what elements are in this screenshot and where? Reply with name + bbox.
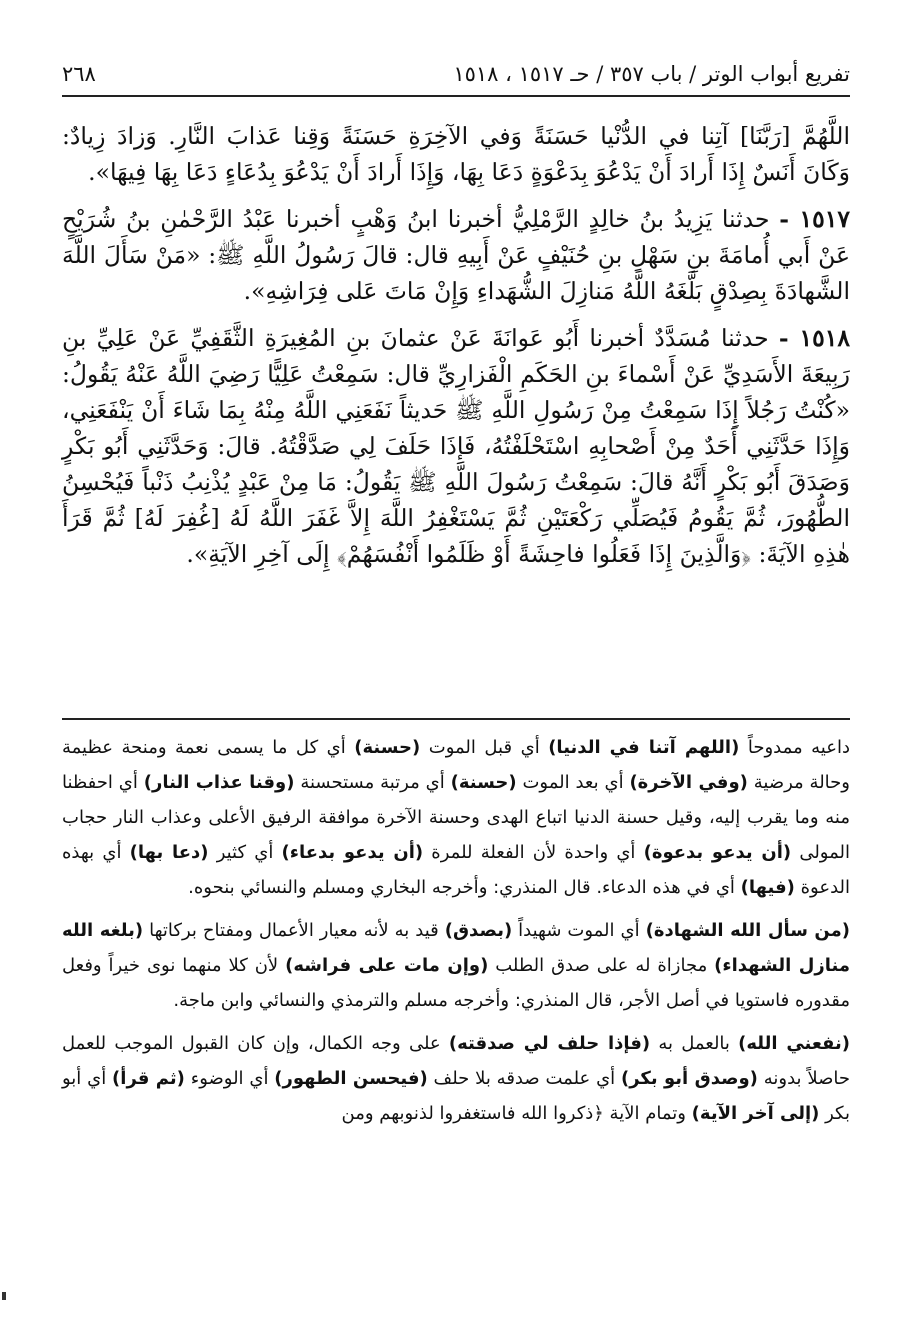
- commentary-lemma: (من سأل الله الشهادة): [645, 920, 851, 941]
- commentary-lemma: (إلى آخر الآية): [691, 1103, 820, 1124]
- page-header: [62, 58, 850, 90]
- commentary-text: أي في هذه الدعاء. قال المنذري: وأخرجه البخاري ومسلم والنسائي بنحوه.: [188, 877, 741, 898]
- header-divider: [62, 95, 850, 97]
- commentary-text: أي مرتبة مستحسنة: [294, 772, 451, 793]
- commentary-lemma: (نفعني الله): [738, 1033, 850, 1054]
- commentary-text: أي بهذه الدعوة: [62, 842, 850, 898]
- commentary-lemma: (فيها): [740, 877, 795, 898]
- commentary-lemma: (اللهم آتنا في الدنيا): [548, 737, 740, 758]
- commentary-text: أي بعد الموت: [516, 772, 630, 793]
- commentary-text: أي احفظنا منه وما يقرب إليه، وقيل حسنة الدنيا اتباع الهدى وحسنة الآخرة موافقة الرفيق الأعلى وعذاب النار حجاب المولى: [62, 772, 851, 863]
- commentary-lemma: (دعا بها): [129, 842, 209, 863]
- commentary-lemma: (وفي الآخرة): [629, 772, 748, 793]
- hadith-body-1518: حدثنا مُسَدَّدٌ أخبرنا أَبُو عَوانَةَ عَنْ عثمانَ بنِ المُغِيرَةِ الثَّقَفِيِّ عَنْ عَلِيِّ بنِ رَبِيعَةَ الأَسَدِيِّ عَنْ أَسْماءَ بنِ الحَكَمِ الْفَزارِيِّ قال: سَمِعْتُ عَلِيًّا رَضِيَ اللَّهُ عَنْهُ يَقُولُ: «كُنْتُ رَجُلاً إِذَا سَمِعْتُ مِنْ رَسُولِ اللَّهِ ﷺ حَديثاً نَفَعَنِي اللَّهُ مِنْهُ بِمَا شَاءَ أَنْ يَنْفَعَنِي، وَإِذَا حَدَّثَنِي أَحَدٌ مِنْ أَصْحابِهِ اسْتَحْلَفْتُهُ، فَإِذَا حَلَفَ لِي صَدَّقْتُهُ. قالَ: وَحَدَّثَنِي أَبُو بَكْرٍ وَصَدَقَ أَبُو بَكْرٍ أَنَّهُ قالَ: سَمِعْتُ رَسُولَ اللَّهِ ﷺ يَقُولُ: مَا مِنْ عَبْدٍ يُذْنِبُ ذَنْباً فَيُحْسِنُ الطُّهُورَ، ثُمَّ يَقُومُ فَيُصَلِّي رَكْعَتَيْنِ ثُمَّ يَسْتَغْفِرُ اللَّهَ إِلاَّ غَفَرَ اللَّهُ لَهُ [غُفِرَ لَهُ] ثُمَّ قَرَأَ هٰذِهِ الآيَةَ: ﴿وَالَّذِينَ إِذَا فَعَلُوا فاحِشَةً أَوْ ظَلَمُوا أَنْفُسَهُمْ﴾ إِلَى آخِرِ الآيَةِ».: [62, 324, 850, 568]
- hadith-body-1517: حدثنا يَزِيدُ بنُ خالِدٍ الرَّمْلِيُّ أخبرنا ابنُ وَهْبٍ أخبرنا عَبْدُ الرَّحْمٰنِ بنُ شُرَيْحٍ عَنْ أَبي أُمامَةَ بنِ سَهْلِ بنِ حُنَيْفٍ عَنْ أَبِيهِ قال: قالَ رَسُولُ اللَّهِ ﷺ: «مَنْ سَأَلَ اللَّهَ الشَّهادَةَ بِصِدْقٍ بَلَّغَهُ اللَّهُ مَنازِلَ الشُّهَداءِ وَإِنْ مَاتَ عَلى فِرَاشِهِ».: [62, 205, 850, 305]
- commentary-text: لأن كلا منهما نوى خيراً وفعل مقدوره فاستويا في أصل الأجر، قال المنذري: وأخرجه مسلم والترمذي والنسائي وابن ماجة.: [62, 955, 850, 1011]
- commentary-text: أي كثير: [208, 842, 282, 863]
- commentary-lemma: (وصدق أبو بكر): [621, 1068, 758, 1089]
- commentary-lemma: (حسنة): [354, 737, 421, 758]
- hadith-1518: [62, 320, 850, 572]
- commentary-paragraph: [62, 913, 850, 1018]
- commentary-text: أي قبل الموت: [420, 737, 549, 758]
- commentary-text: أي أبو بكر: [62, 1068, 850, 1124]
- commentary-text: داعيه ممدوحاً: [739, 737, 850, 758]
- commentary-text: على وجه الكمال، وإن كان القبول الموجب للعمل حاصلاً بدونه: [62, 1033, 850, 1089]
- running-title: تفريع أبواب الوتر / باب ٣٥٧ / حـ ١٥١٧ ، ١٥١٨: [453, 62, 850, 86]
- hadith-number-1518: ١٥١٨ -: [778, 324, 851, 352]
- commentary-lemma: (بصدق): [444, 920, 513, 941]
- hadith-continuation: اللَّهُمَّ [رَبَّنَا] آتِنا في الدُّنْيا حَسَنَةً وَفي الآخِرَةِ حَسَنَةً وَقِنا عَذابَ النَّارِ. وَزادَ زِيادٌ: وَكَانَ أَنَسٌ إِذَا أَرادَ أَنْ يَدْعُوَ بِدَعْوَةٍ دَعَا بِهَا، وَإِذَا أَرادَ أَنْ يَدْعُوَ بِدُعَاءٍ دَعَا بِهَا فِيهَا».: [62, 122, 850, 186]
- page-number: ٢٦٨: [62, 62, 96, 86]
- commentary-text: أي واحدة لأن الفعلة للمرة: [423, 842, 644, 863]
- commentary-lemma: (فيحسن الطهور): [274, 1068, 428, 1089]
- commentary-lemma: (بلغه الله منازل الشهداء): [62, 920, 850, 976]
- commentary-lemma: (حسنة): [450, 772, 517, 793]
- commentary: [62, 730, 850, 1139]
- margin-mark: [2, 1292, 6, 1300]
- commentary-text: بالعمل به: [650, 1033, 739, 1054]
- commentary-lemma: (فإذا حلف لي صدقته): [448, 1033, 651, 1054]
- commentary-lemma: (أن يدعو بدعاء): [281, 842, 424, 863]
- commentary-text: وتمام الآية ﴿ذكروا الله فاستغفروا لذنوبهم ومن: [341, 1103, 692, 1124]
- commentary-paragraph: [62, 1026, 850, 1131]
- commentary-paragraph: [62, 730, 850, 905]
- hadith-1517: [62, 201, 850, 309]
- commentary-lemma: (ثم قرأ): [112, 1068, 185, 1089]
- commentary-text: أي الموت شهيداً: [512, 920, 646, 941]
- hadith-number-1517: ١٥١٧ -: [779, 205, 850, 233]
- commentary-text: قيد به لأنه معيار الأعمال ومفتاح بركاتها: [143, 920, 445, 941]
- commentary-lemma: (وإن مات على فراشه): [285, 955, 489, 976]
- commentary-lemma: (أن يدعو بدعوة): [643, 842, 792, 863]
- commentary-text: أي الوضوء: [184, 1068, 275, 1089]
- commentary-text: أي علمت صدقه بلا حلف: [427, 1068, 621, 1089]
- commentary-text: مجازاة له على صدق الطلب: [488, 955, 715, 976]
- commentary-text: أي كل ما يسمى نعمة ومنحة عظيمة وحالة مرضية: [62, 737, 850, 793]
- commentary-lemma: (وقنا عذاب النار): [143, 772, 295, 793]
- hadith-text: [62, 118, 850, 583]
- footnote-divider: [62, 718, 850, 720]
